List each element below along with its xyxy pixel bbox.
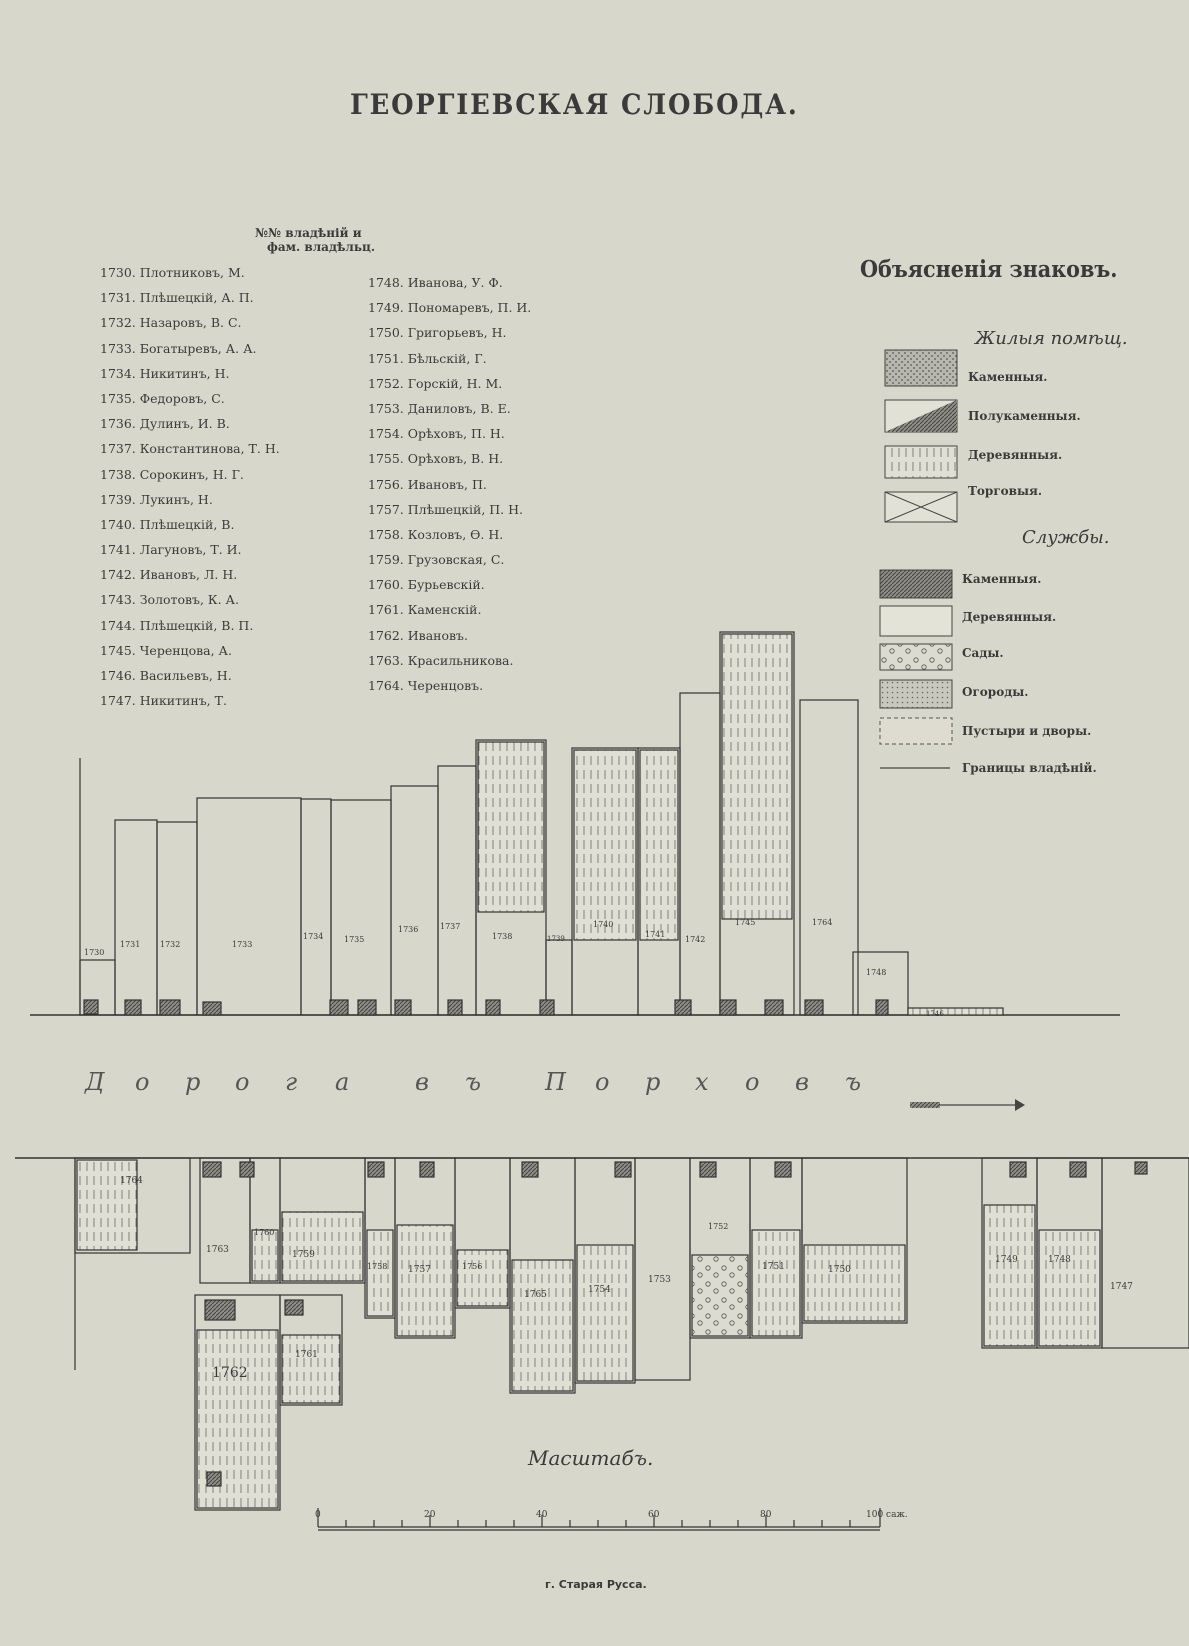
north-service (486, 1000, 500, 1015)
plot-label: 1748 (1048, 1255, 1071, 1265)
plot-1732 (157, 822, 197, 1015)
plot-label: 1739 (547, 935, 565, 943)
owner-entry: 1759. Грузовская, С. (368, 552, 505, 568)
owner-entry: 1756. Ивановъ, П. (368, 476, 487, 492)
plot-1753 (635, 1158, 690, 1380)
north-side-plots (30, 632, 1120, 1015)
scale-bar (318, 1508, 880, 1530)
plot-1747 (1102, 1158, 1189, 1348)
plot-1731 (115, 820, 157, 1015)
plot-label: 1764 (120, 1176, 143, 1186)
owner-entry: 1740. Плѣшецкій, В. (100, 516, 235, 532)
legend-label-boundaries: Границы владѣній. (962, 761, 1097, 775)
owner-entry: 1738. Сорокинъ, Н. Г. (100, 466, 244, 482)
plot-label: 1765 (524, 1290, 547, 1300)
legend-title: Объясненія знаковъ. (860, 256, 1118, 283)
south-service (522, 1162, 538, 1177)
owner-entry: 1755. Орѣховъ, В. Н. (368, 451, 504, 467)
north-service (203, 1002, 221, 1015)
legend-label-stone-service: Каменныя. (962, 572, 1042, 586)
legend-label-wooden-service: Деревянныя. (962, 610, 1057, 624)
owner-entry: 1757. Плѣшецкій, П. Н. (368, 501, 524, 517)
plot-label: 1746 (926, 1010, 944, 1018)
plot-1752-garden (692, 1255, 748, 1336)
owner-entry: 1736. Дулинъ, И. В. (100, 416, 230, 432)
south-service (1070, 1162, 1086, 1177)
plot-1760-wood (252, 1230, 278, 1281)
south-service (240, 1162, 254, 1177)
owner-entry: 1761. Каменскій. (368, 602, 482, 618)
plot-label: 1736 (398, 925, 419, 934)
owner-entry: 1735. Федоровъ, С. (100, 390, 225, 406)
plot-label: 1750 (828, 1265, 851, 1275)
legend-label-half-stone: Полукаменныя. (968, 409, 1081, 423)
legend-label-trade: Торговыя. (968, 484, 1043, 498)
plot-label: 1759 (292, 1250, 315, 1260)
plot-label: 1742 (685, 935, 706, 944)
plot-1733 (197, 798, 301, 1015)
north-service (765, 1000, 783, 1015)
plot-label: 1758 (367, 1262, 388, 1271)
legend-label-stone-dwelling: Каменныя. (968, 370, 1048, 384)
south-service (207, 1472, 221, 1486)
south-service (615, 1162, 631, 1177)
legend-swatch-stone-service (880, 570, 952, 598)
north-service (160, 1000, 180, 1015)
plot-label: 1731 (120, 940, 141, 949)
scale-mark: 0 (315, 1510, 321, 1520)
owner-entry: 1753. Даниловъ, В. Е. (368, 400, 511, 416)
legend-swatch-vegetable-garden (880, 680, 952, 708)
owner-entry: 1747. Никитинъ, Т. (100, 693, 227, 709)
owners-header-line-1: №№ владѣній и (255, 226, 362, 240)
south-service (420, 1162, 434, 1177)
owner-entry: 1764. Черенцовъ. (368, 678, 484, 693)
legend-label-garden: Сады. (962, 646, 1004, 660)
owner-entry: 1749. Пономаревъ, П. И. (368, 300, 532, 316)
legend-swatch-wooden-service (880, 606, 952, 636)
owner-entry: 1730. Плотниковъ, М. (100, 265, 245, 280)
plot-1738-wood (478, 742, 544, 912)
city-caption: г. Старая Русса. (545, 1578, 647, 1591)
owner-entry: 1743. Золотовъ, К. А. (100, 592, 239, 608)
south-service (285, 1300, 303, 1315)
north-service (805, 1000, 823, 1015)
plot-1754-wood (577, 1245, 633, 1381)
plot-1764-north (800, 700, 858, 1015)
south-service (1010, 1162, 1026, 1177)
plot-1742 (680, 693, 720, 1015)
plot-1758-wood (367, 1230, 393, 1316)
plot-label: 1745 (735, 918, 756, 927)
plot-1764-south-wood (77, 1160, 137, 1250)
owner-entry: 1746. Васильевъ, Н. (100, 668, 232, 683)
north-service (358, 1000, 376, 1015)
plot-1737 (438, 766, 476, 1015)
legend-section-services: Службы. (1022, 527, 1110, 548)
plot-label: 1763 (206, 1245, 229, 1255)
plot-label: 1737 (440, 922, 461, 931)
scale-mark: 20 (424, 1510, 436, 1520)
plot-label: 1735 (344, 935, 365, 944)
owner-entry: 1739. Лукинъ, Н. (100, 491, 213, 507)
north-service (876, 1000, 888, 1015)
plot-label: 1760 (254, 1228, 275, 1237)
owner-entry: 1760. Бурьевскій. (368, 577, 485, 593)
owner-entry: 1733. Богатыревъ, А. А. (100, 340, 257, 356)
plot-label: 1740 (593, 920, 614, 929)
north-service (540, 1000, 554, 1015)
north-service (675, 1000, 691, 1015)
legend-swatch-stone-dwelling (885, 350, 957, 386)
legend-swatches (880, 350, 957, 768)
owner-entry: 1750. Григорьевъ, Н. (368, 325, 507, 341)
plot-label: 1749 (995, 1255, 1018, 1265)
legend-swatch-wasteland (880, 718, 952, 744)
legend-swatch-wooden-dwelling (885, 446, 957, 478)
legend-swatch-garden (880, 644, 952, 670)
owner-entry: 1732. Назаровъ, В. С. (100, 315, 242, 331)
south-service (700, 1162, 716, 1177)
scale-title: Масштабъ. (528, 1446, 654, 1470)
owner-entry: 1758. Козловъ, Ө. Н. (368, 526, 504, 542)
plot-1751-wood (752, 1230, 800, 1336)
plot-label: 1753 (648, 1275, 671, 1285)
map-title: ГЕОРГІЕВСКАЯ СЛОБОДА. (350, 88, 799, 121)
plot-label: 1757 (408, 1265, 431, 1275)
owners-header-line-2: фам. владѣльц. (267, 240, 376, 254)
north-service (395, 1000, 411, 1015)
plot-label: 1756 (462, 1262, 483, 1271)
plot-1761-wood (282, 1335, 340, 1403)
plot-label: 1751 (762, 1262, 785, 1272)
north-service (448, 1000, 462, 1015)
plot-label: 1734 (303, 932, 324, 941)
plot-label: 1748 (866, 968, 887, 977)
road-direction-arrow (910, 1099, 1025, 1111)
owner-entry: 1744. Плѣшецкій, В. П. (100, 617, 254, 633)
plot-label: 1762 (212, 1365, 248, 1381)
plot-1734 (301, 799, 331, 1015)
north-service (330, 1000, 348, 1015)
plot-label: 1764 (812, 918, 833, 927)
plot-1741-wood (640, 750, 678, 940)
plot-label: 1761 (295, 1350, 318, 1360)
north-service (720, 1000, 736, 1015)
owner-entry: 1763. Красильникова. (368, 652, 514, 668)
plot-label: 1754 (588, 1285, 611, 1295)
scale-mark: 80 (760, 1510, 772, 1520)
plot-label: 1732 (160, 940, 181, 949)
scale-mark: 60 (648, 1510, 660, 1520)
plot-1740-wood (574, 750, 636, 940)
owner-entry: 1737. Константинова, Т. Н. (100, 441, 280, 457)
legend-label-wasteland: Пустыри и дворы. (962, 724, 1092, 738)
north-small-services (84, 1000, 98, 1014)
owner-entry: 1754. Орѣховъ, П. Н. (368, 426, 505, 442)
plot-label: 1747 (1110, 1282, 1133, 1292)
owner-entry: 1762. Ивановъ. (368, 627, 468, 643)
scale-mark: 40 (536, 1510, 548, 1520)
plot-1736 (391, 786, 438, 1015)
legend-section-dwellings: Жилыя помѣщ. (975, 328, 1128, 349)
plot-1756-wood (457, 1250, 508, 1306)
owner-entry: 1731. Плѣшецкій, А. П. (100, 290, 254, 306)
plot-label: 1752 (708, 1222, 729, 1231)
plot-1745-wood (722, 634, 792, 919)
south-service (1135, 1162, 1147, 1174)
plot-1746-north (908, 1008, 1003, 1015)
south-service (775, 1162, 791, 1177)
owner-entry: 1748. Иванова, У. Ф. (368, 275, 503, 290)
plot-1748-south-wood (1039, 1230, 1100, 1346)
owner-entry: 1752. Горскій, Н. М. (368, 375, 503, 391)
plot-1765-wood (512, 1260, 573, 1391)
owner-entry: 1742. Ивановъ, Л. Н. (100, 567, 238, 583)
owner-entry: 1745. Черенцова, А. (100, 642, 232, 658)
south-service (205, 1300, 235, 1320)
plot-label: 1730 (84, 948, 105, 957)
plot-1757-wood (397, 1225, 453, 1336)
south-service (203, 1162, 221, 1177)
plot-1735 (331, 800, 391, 1015)
plot-1759-wood (282, 1212, 363, 1281)
owner-entry: 1751. Бѣльскій, Г. (368, 350, 487, 366)
plot-label: 1738 (492, 932, 513, 941)
legend-label-vegetable-garden: Огороды. (962, 685, 1029, 699)
plot-1749-wood (984, 1205, 1035, 1346)
north-service (125, 1000, 141, 1015)
plot-label: 1741 (645, 930, 666, 939)
owner-entry: 1734. Никитинъ, Н. (100, 365, 230, 381)
legend-label-wooden-dwelling: Деревянныя. (968, 448, 1063, 462)
plot-label: 1733 (232, 940, 253, 949)
owner-entry: 1741. Лагуновъ, Т. И. (100, 542, 242, 558)
plot-1750-wood (804, 1245, 905, 1321)
south-service (368, 1162, 384, 1177)
scale-mark: 100 саж. (866, 1510, 908, 1520)
